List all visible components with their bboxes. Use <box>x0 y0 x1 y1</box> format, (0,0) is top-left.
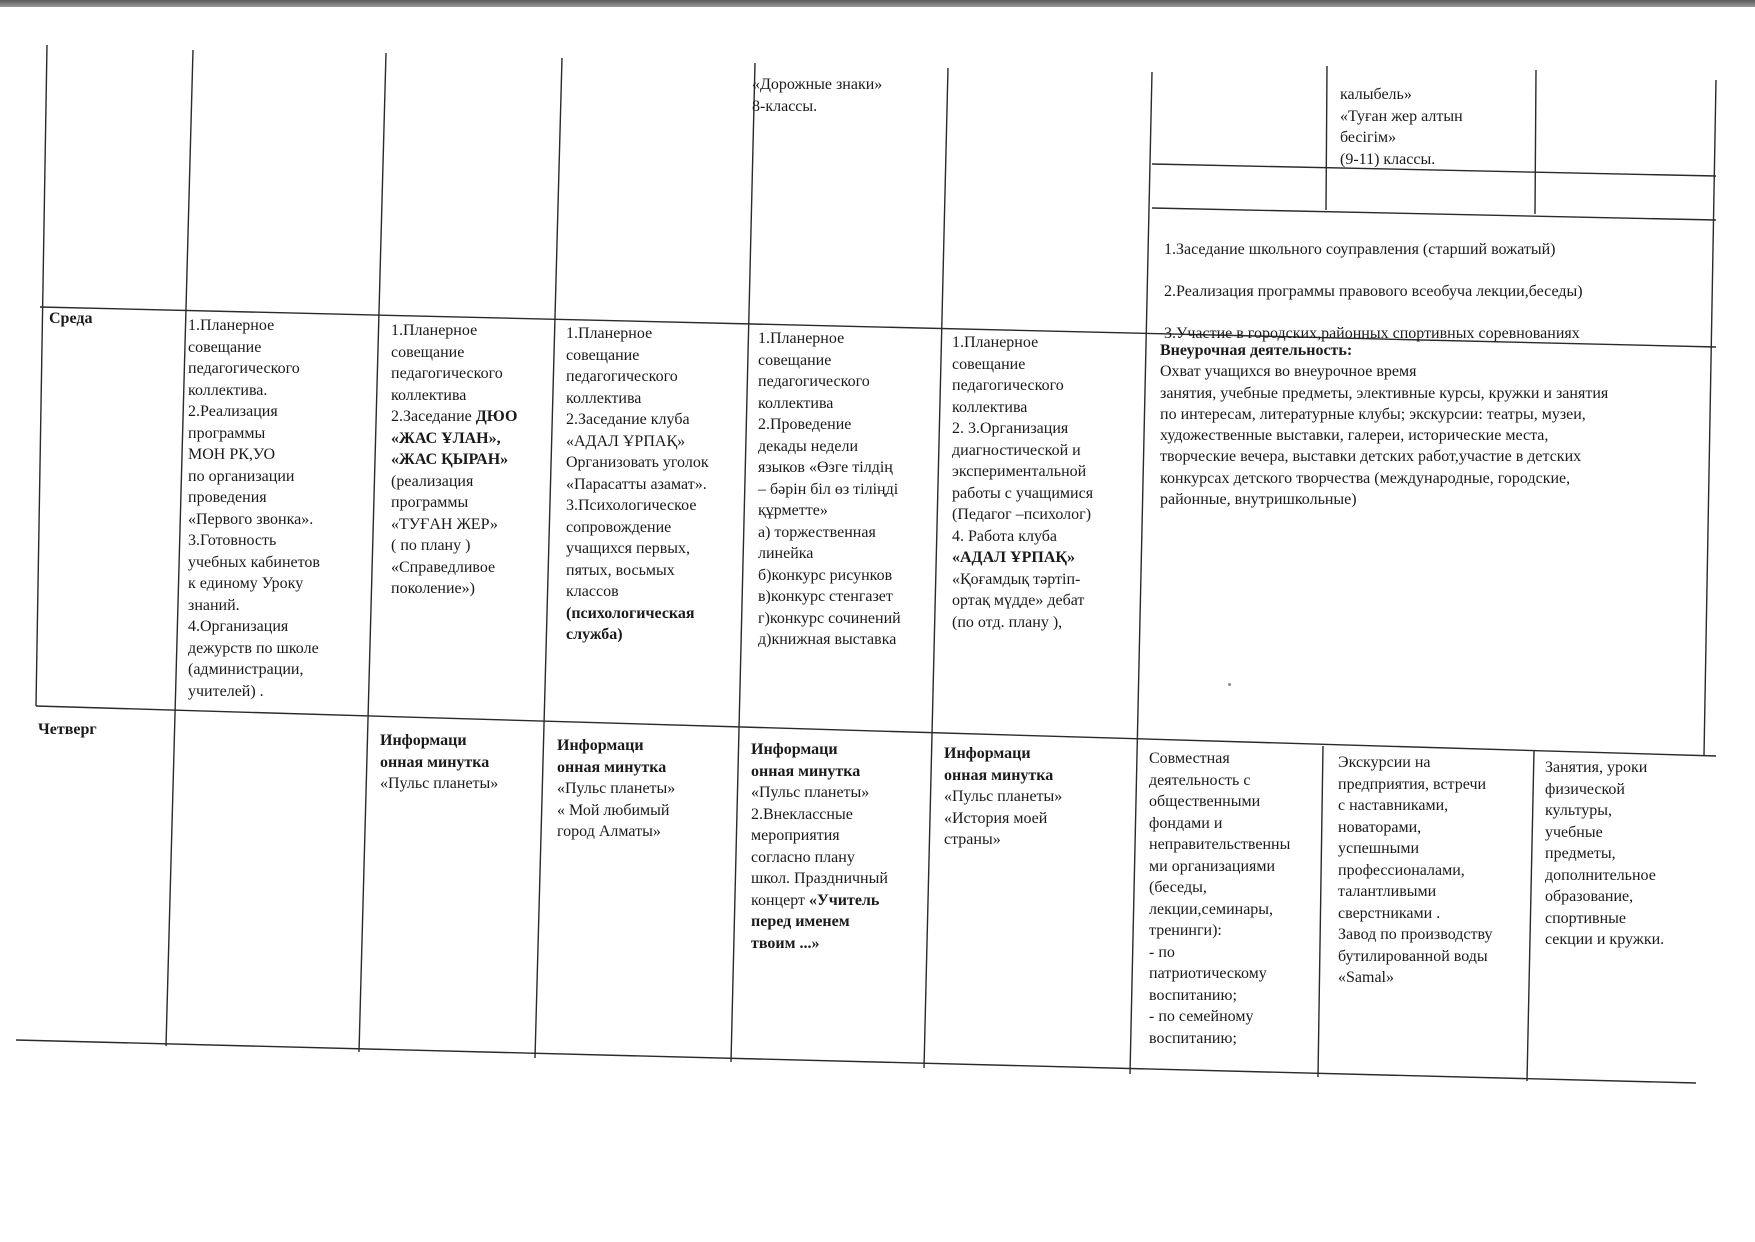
day-label-thursday: Четверг <box>38 721 97 738</box>
extracurricular-text: Охват учащихся во внеурочное время занятия, учебные предметы, элективные курсы, кружки и занятия по интересам, литературные клубы; экскурсии: театры, музеи, художественные выставки, галереи, исторические места, творческие вечера, выставки детских работ,участие в детских конкурсах детского творчества (международные, городские, районные, внутришкольные) <box>1160 363 1609 509</box>
thu-col6-text: «Пульс планеты» «История моей страны» <box>944 788 1063 848</box>
extracurricular-title: Внеурочная деятельность: <box>1160 342 1353 359</box>
thu-col4-text: «Пульс планеты» « Мой любимый город Алматы» <box>557 780 676 840</box>
thu-col7c: Занятия, уроки физической культуры, учебные предметы, дополнительное образование, спортивные секции и кружки. <box>1545 759 1665 948</box>
wed-col3-part-c: (реализация программы «ТУҒАН ЖЕР» ( по плану ) «Справедливое поколение») <box>391 472 498 597</box>
thu-col5-text: «Пульс планеты» 2.Внеклассные мероприятия согласно плану школ. Праздничный концерт <box>751 784 888 909</box>
wed-col3-bold: ДЮО «ЖАС ҰЛАН», «ЖАС ҚЫРАН» <box>391 408 518 468</box>
thu-col4 <box>557 735 675 843</box>
thu-col3-title: Информаци онная минутка <box>380 732 490 771</box>
wed-top-event-1: 1.Заседание школьного соуправления (старший вожатый) <box>1164 241 1556 258</box>
wed-col2: 1.Планерное совещание педагогического коллектива. 2.Реализация программы МОН РК,УО по организации проведения «Первого звонка». 3.Готовность учебных кабинетов к единому Уроку знаний. 4.Организация дежурств по школе (администрации, учителей) . <box>188 317 320 700</box>
scan-dust <box>1228 683 1231 686</box>
top-col5-text: «Дорожные знаки» 8-классы. <box>752 76 883 115</box>
wed-col5: 1.Планерное совещание педагогического коллектива 2.Проведение декады недели языков «Өзге тілдің – бәрін біл өз тіліңді құрметте» а) торжественная линейка б)конкурс рисунков в)конкурс стенгазет г)конкурс сочинений д)книжная выставка <box>758 330 901 648</box>
thu-col7a: Совместная деятельность с общественными фондами и неправительственны ми организациями (беседы, лекции,семинары, тренинги): - по патриотическому воспитанию; - по семейному воспитанию; <box>1149 750 1291 1047</box>
wed-extracurricular <box>1160 340 1608 510</box>
wed-col4 <box>566 323 709 646</box>
wed-top-event-3: 3.Участие в городских,районных спортивных соревнованиях <box>1164 325 1580 342</box>
thu-col3 <box>380 730 498 795</box>
thu-col5-bold: «Учитель перед именем твоим ...» <box>751 891 880 952</box>
wed-col6-bold: «АДАЛ ҰРПАҚ» <box>952 549 1075 566</box>
thu-col7b: Экскурсии на предприятия, встречи с наставниками, новаторами, успешными профессионалами, талантливыми сверстниками . Завод по производству бутилированной воды «Samal» <box>1338 754 1493 986</box>
top-col7b-text: калыбель» «Туған жер алтын бесігім» (9-11) классы. <box>1340 86 1463 168</box>
thu-col6-title: Информаци онная минутка <box>944 745 1054 784</box>
thu-col4-title: Информаци онная минутка <box>557 737 667 776</box>
thu-col5-title: Информаци онная минутка <box>751 741 861 780</box>
wed-col6-part-a: 1.Планерное совещание педагогического коллектива 2. 3.Организация диагностической и экспериментальной работы с учащимися (Педагог –психолог) 4. Работа клуба <box>952 334 1094 545</box>
wed-col3 <box>391 320 517 600</box>
wed-top-event-2: 2.Реализация программы правового всеобуча лекции,беседы) <box>1164 283 1583 300</box>
thu-col5 <box>751 739 888 954</box>
wed-col3-part-a: 1.Планерное совещание педагогического коллектива 2.Заседание <box>391 322 503 425</box>
wed-col6-part-c: «Қоғамдық тәртіп- ортақ мүдде» дебат (по отд. плану ), <box>952 570 1085 631</box>
wed-col4-bold: (психологическая служба) <box>566 604 695 643</box>
wed-col4-part-a: 1.Планерное совещание педагогического коллектива 2.Заседание клуба «АДАЛ ҰРПАҚ» Организовать уголок «Парасатты азамат». 3.Психологическое сопровождение учащихся первых, пятых, восьмых классов <box>566 325 709 600</box>
day-label-wednesday: Среда <box>49 310 93 327</box>
thu-col3-text: «Пульс планеты» <box>380 775 499 792</box>
wed-col6 <box>952 332 1093 633</box>
thu-col6 <box>944 743 1062 851</box>
